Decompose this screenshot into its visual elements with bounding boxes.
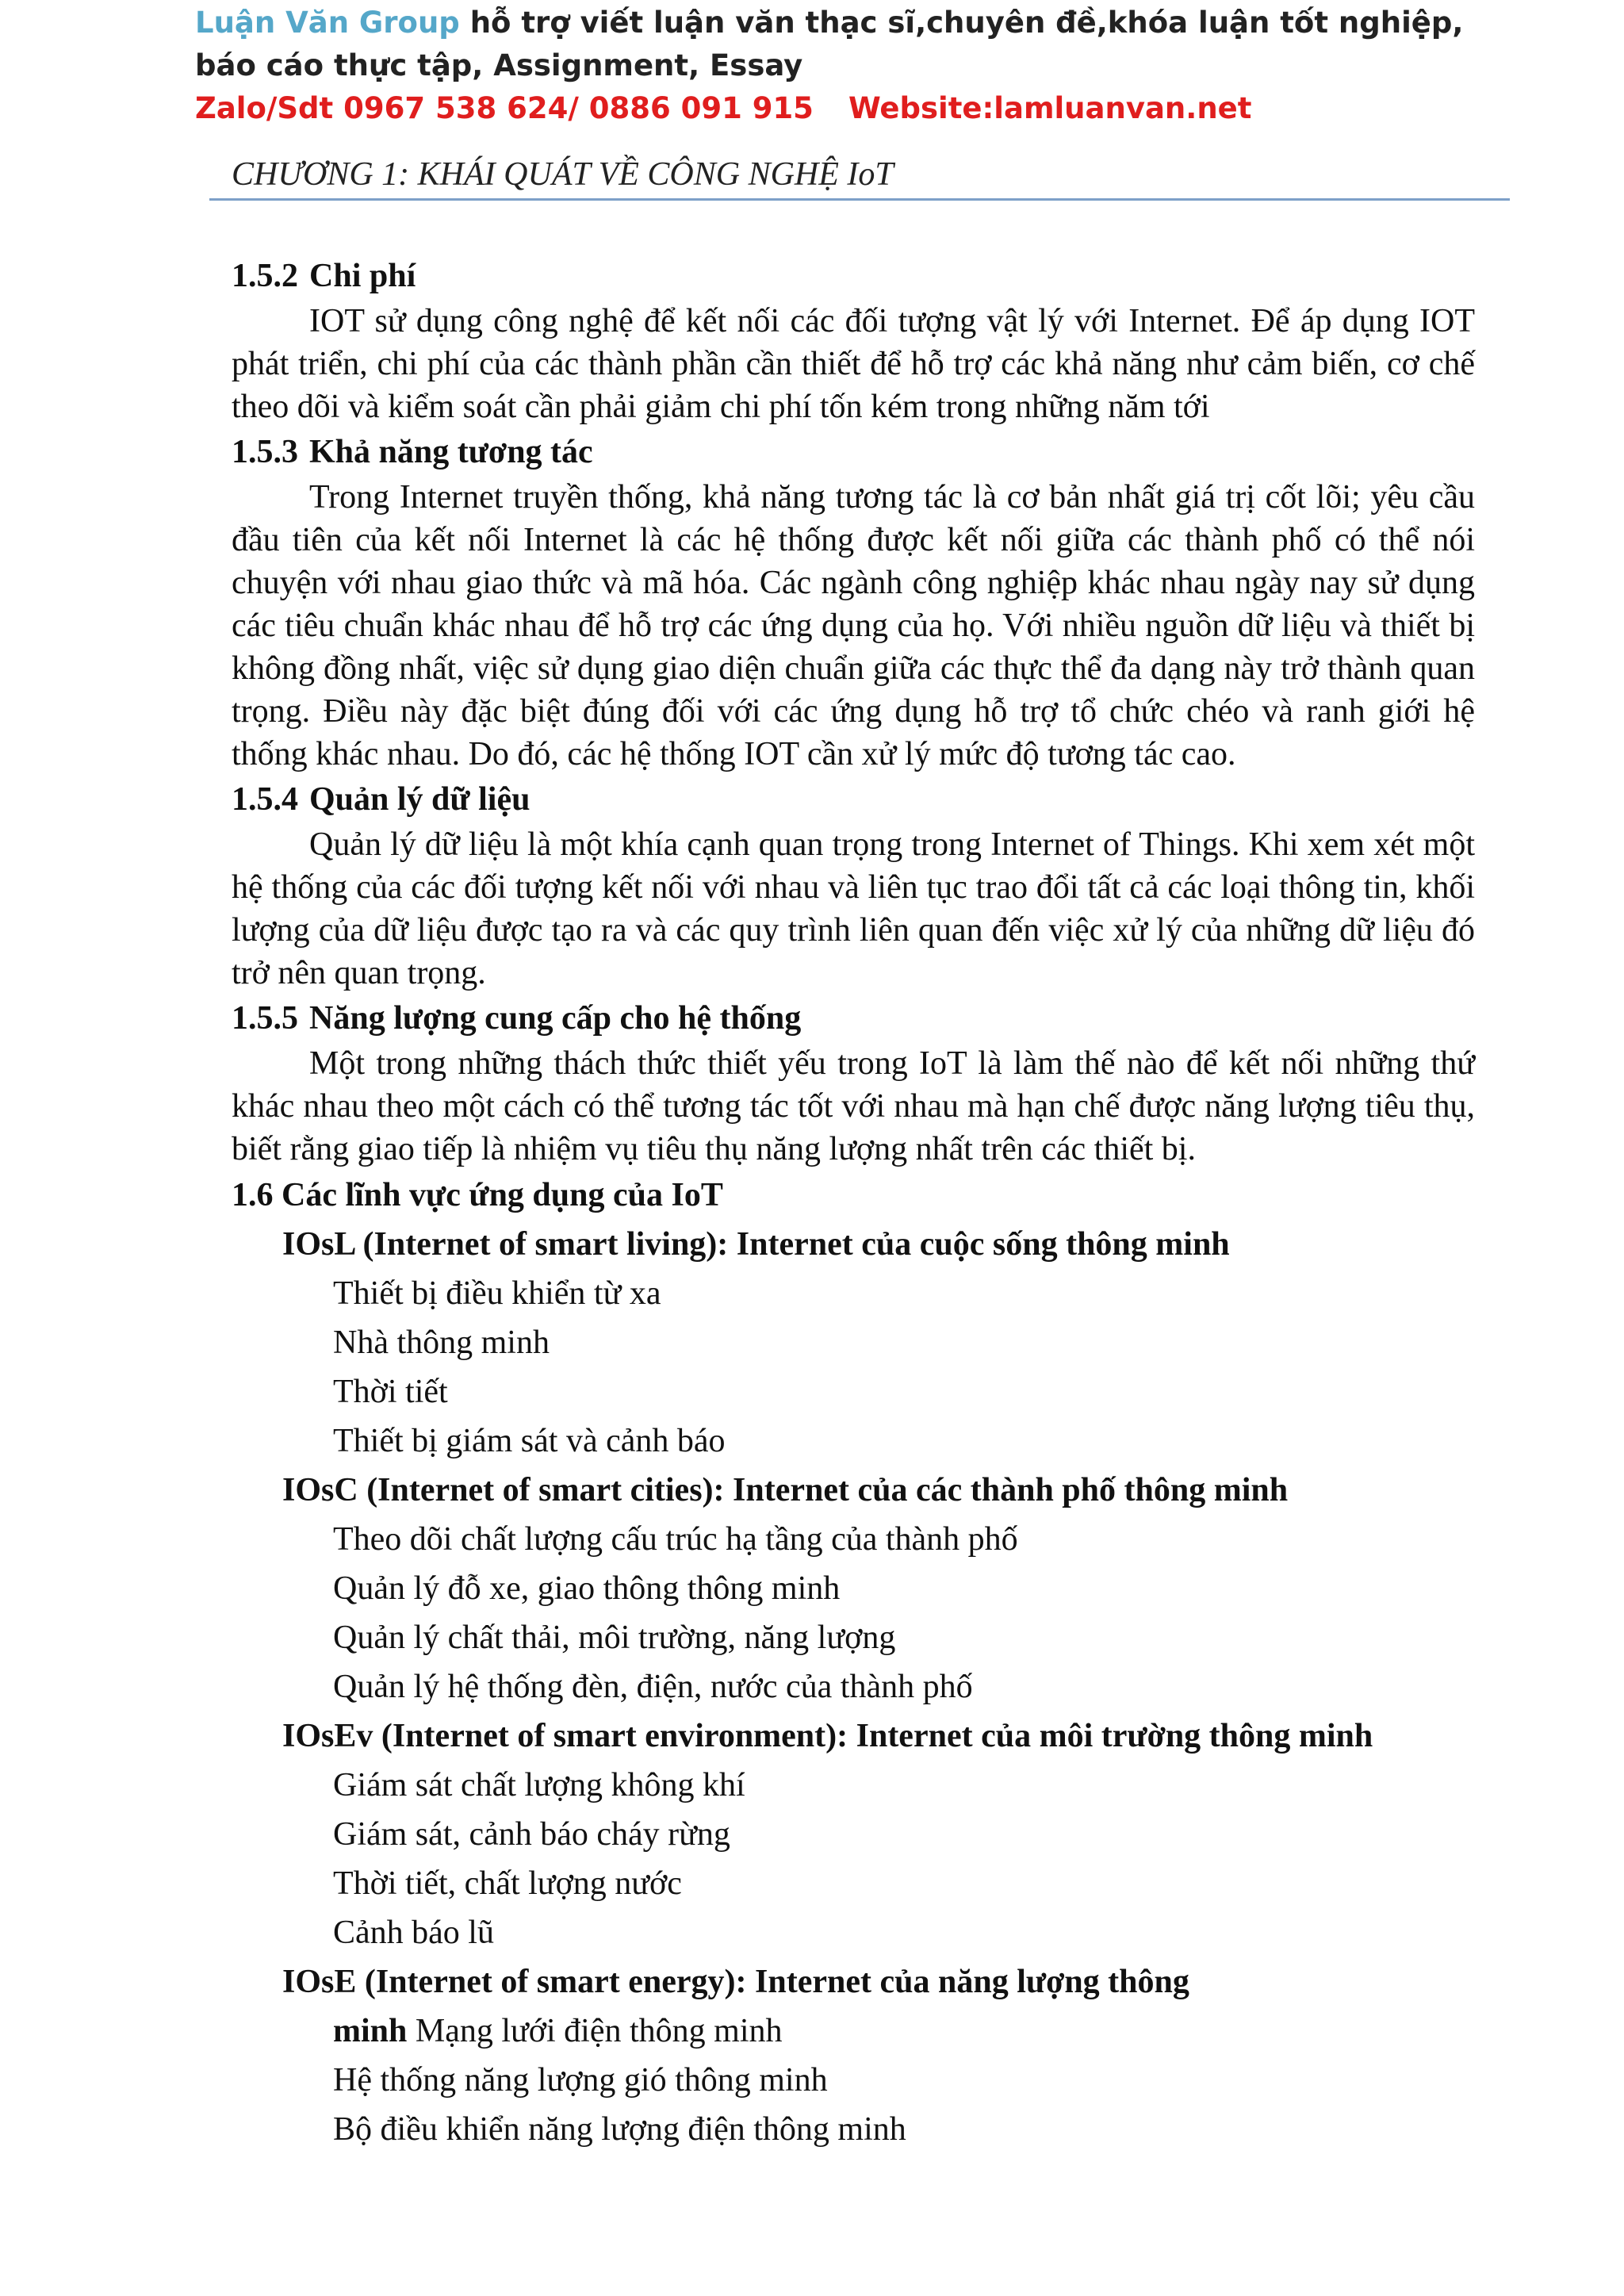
banner-brand: Luận Văn Group [195,6,460,40]
category-title-line: IOsE (Internet of smart energy): Internet của năng lượng thông [282,1964,1189,2000]
section-heading-1-5-5 [232,995,1475,1042]
list-item: Quản lý đỗ xe, giao thông thông minh [333,1570,841,1607]
list-item: Cảnh báo lũ [333,1915,494,1951]
document-body [232,252,1475,2154]
chapter-running-head: CHƯƠNG 1: KHÁI QUÁT VỀ CÔNG NGHỆ IoT [232,156,894,193]
section-paragraph-1-5-3: Trong Internet truyền thống, khả năng tương tác là cơ bản nhất giá trị cốt lõi; yêu cầu đầu tiên của kết nối Internet là các hệ thống được kết nối giữa các thành phố có thể nói chuyện với nhau giao thức và mã hóa. Các ngành công nghiệp khác nhau ngày nay sử dụng các tiêu chuẩn khác nhau để hỗ trợ các ứng dụng của họ. Với nhiều nguồn dữ liệu và thiết bị không đồng nhất, việc sử dụng giao diện chuẩn giữa các thực thể đa dạng này trở thành quan trọng. Điều này đặc biệt đúng đối với các ứng dụng hỗ trợ tổ chức chéo và ranh giới hệ thống khác nhau. Do đó, các hệ thống IOT cần xử lý mức độ tương tác cao. [232,479,1475,772]
section-number: 1.5.4 [232,781,298,818]
section-paragraph-1-5-2: IOT sử dụng công nghệ để kết nối các đối tượng vật lý với Internet. Để áp dụng IOT phát triển, chi phí của các thành phần cần thiết để hỗ trợ các khả năng như cảm biến, cơ chế theo dõi và kiểm soát cần phải giảm chi phí tốn kém trong những năm tới [232,303,1475,425]
list-item: Theo dõi chất lượng cấu trúc hạ tầng của thành phố [333,1521,1018,1558]
section-paragraph-1-5-4: Quản lý dữ liệu là một khía cạnh quan trọng trong Internet of Things. Khi xem xét một hệ thống của các đối tượng kết nối với nhau và liên tục trao đổi tất cả các loại thông tin, khối lượng của dữ liệu được tạo ra và các quy trình liên quan đến việc xử lý của những dữ liệu đó trở nên quan trọng. [232,826,1475,991]
list-item: Hệ thống năng lượng gió thông minh [333,2062,828,2099]
list-item: Bộ điều khiển năng lượng điện thông minh [333,2111,906,2148]
banner-tagline: hỗ trợ viết luận văn thạc sĩ,chuyên đề,khóa luận tốt nghiệp, báo cáo thực tập, Assignment, Essay [195,6,1464,82]
category-title-continuation: minh [333,2013,408,2049]
header-divider [209,198,1510,201]
category-heading-iosc: IOsC (Internet of smart cities): Internet của các thành phố thông minh [282,1472,1289,1508]
section-number: 1.5.2 [232,258,298,294]
section-heading-1-6: 1.6 Các lĩnh vực ứng dụng của IoT [232,1177,723,1213]
section-title: Quản lý dữ liệu [309,781,530,818]
category-heading-iosev: IOsEv (Internet of smart environment): Internet của môi trường thông minh [282,1718,1373,1754]
list-item: Quản lý hệ thống đèn, điện, nước của thành phố [333,1669,973,1705]
banner-contact: Zalo/Sdt 0967 538 624/ 0886 091 915 [195,91,814,125]
section-heading-1-5-3 [232,428,1475,476]
list-item: Giám sát chất lượng không khí [333,1767,745,1803]
section-heading-1-5-4 [232,776,1475,823]
list-item: Thời tiết, chất lượng nước [333,1865,682,1902]
category-heading-iose [282,1957,1475,2056]
section-heading-1-5-2 [232,252,1475,300]
promo-banner [195,2,1496,130]
section-number: 1.5.3 [232,434,298,470]
list-item: Thời tiết [333,1374,448,1410]
section-paragraph-1-5-5: Một trong những thách thức thiết yếu trong IoT là làm thế nào để kết nối những thứ khác nhau theo một cách có thể tương tác tốt với nhau mà hạn chế được năng lượng tiêu thụ, biết rằng giao tiếp là nhiệm vụ tiêu thụ năng lượng nhất trên các thiết bị. [232,1045,1475,1167]
list-item: Thiết bị điều khiển từ xa [333,1275,661,1312]
list-item: Thiết bị giám sát và cảnh báo [333,1423,726,1459]
list-item: Nhà thông minh [333,1324,550,1361]
section-title: Chi phí [309,258,416,294]
section-number: 1.5.5 [232,1000,298,1037]
section-title: Khả năng tương tác [309,434,593,470]
list-item: Mạng lưới điện thông minh [407,2013,783,2049]
category-heading-iosl: IOsL (Internet of smart living): Internet của cuộc sống thông minh [282,1226,1230,1263]
list-item: Giám sát, cảnh báo cháy rừng [333,1816,730,1853]
section-title: Năng lượng cung cấp cho hệ thống [309,1000,802,1037]
banner-website: Website:lamluanvan.net [848,91,1252,125]
list-item: Quản lý chất thải, môi trường, năng lượng [333,1619,896,1656]
